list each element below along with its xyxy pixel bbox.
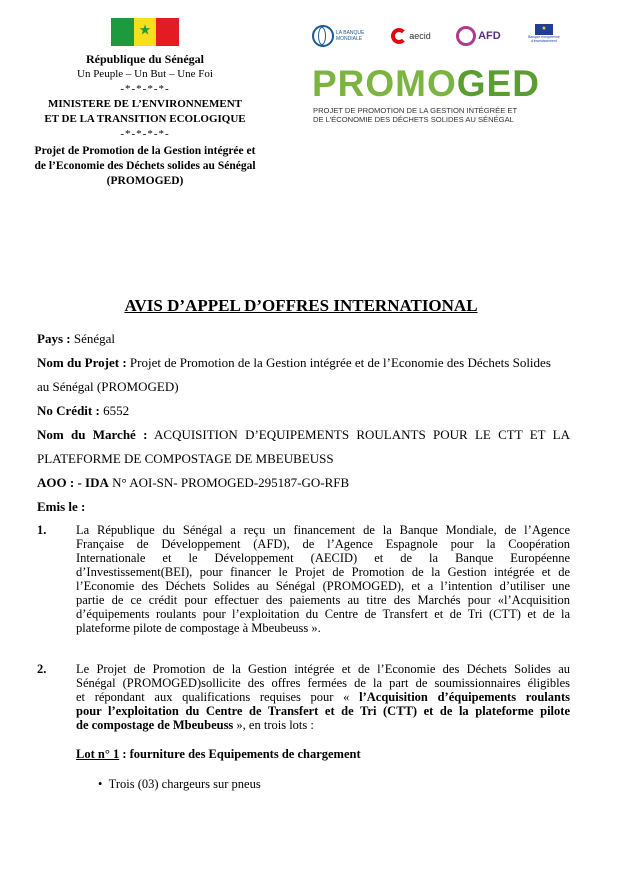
field-marche: Nom du Marché : ACQUISITION D’EQUIPEMENTS ROULANTS POUR LE CTT ET LA xyxy=(37,427,570,442)
promoged-logo: PROMOGED xyxy=(312,63,540,104)
field-credit: No Crédit : 6552 xyxy=(37,403,130,418)
field-projet: Nom du Projet : Projet de Promotion de la Gestion intégrée et de l’Economie des Déchets Solides xyxy=(37,355,551,370)
header-left xyxy=(0,12,290,189)
worldbank-logo: LA BANQUE MONDIALE xyxy=(312,25,366,47)
star-icon: ★ xyxy=(138,23,152,39)
globe-icon xyxy=(312,25,334,47)
page-title: AVIS D’APPEL D’OFFRES INTERNATIONAL xyxy=(124,296,478,315)
separator: -*-*-*-*- xyxy=(120,83,170,95)
promoged-tagline: PROJET DE PROMOTION DE LA GESTION INTÉGRÉE ET DE L’ÉCONOMIE DES DÉCHETS SOLIDES AU SÉNÉGAL xyxy=(313,106,518,124)
paragraph-1: La République du Sénégal a reçu un financement de la Banque Mondiale, de l’Agence Française de Développement (AFD), de l’Agence Espagnole pour la Coopération Internationale et le Développement (AECID) et de la Banque Européenne d’Investissement(BEI), pour financer le Projet de Promotion de la Gestion intégrée et de l’Economie des Déchets Solides au Sénégal (PROMOGED), et a l’intention d’utiliser une partie de ce crédit pour effectuer des paiements au titre des Marchés pour «l’Acquisition d’équipements roulants pour l’exploitation du Centre de Transfert et de Tri (CTT) et de la plateforme pilote de compostage à Mbeubeuss ». xyxy=(76,523,570,635)
eib-logo: ★ Banque européenne d'investissement xyxy=(528,26,560,43)
project-line-2: de l’Economie des Déchets solides au Sénégal xyxy=(34,160,256,172)
project-line-3: (PROMOGED) xyxy=(106,175,184,187)
ministry-line-2: ET DE LA TRANSITION ECOLOGIQUE xyxy=(44,113,246,125)
lot-1-item: • Trois (03) chargeurs sur pneus xyxy=(98,777,261,791)
afd-ring-icon xyxy=(456,26,476,46)
lot-1-heading: Lot n° 1 : fourniture des Equipements de chargement xyxy=(76,747,361,761)
partner-logos xyxy=(312,18,562,54)
field-emis: Emis le : xyxy=(37,499,86,514)
field-marche-cont: PLATEFORME DE COMPOSTAGE DE MBEUBEUSS xyxy=(37,451,334,466)
republic-name: République du Sénégal xyxy=(85,52,205,66)
aecid-logo: aecid xyxy=(391,28,431,44)
field-pays: Pays : Sénégal xyxy=(37,331,115,346)
paragraph-1-number: 1. xyxy=(37,523,47,537)
paragraph-2-number: 2. xyxy=(37,662,47,676)
aecid-c-icon xyxy=(391,28,407,44)
national-motto: Un Peuple – Un But – Une Foi xyxy=(77,68,213,80)
field-aoo: AOO : - IDA N° AOI-SN- PROMOGED-295187-GO-RFB xyxy=(37,475,350,490)
separator: -*-*-*-*- xyxy=(120,128,170,140)
project-line-1: Projet de Promotion de la Gestion intégrée et xyxy=(34,145,256,157)
bullet-icon: • xyxy=(98,777,103,791)
afd-logo: AFD xyxy=(456,26,501,46)
eu-flag-icon: ★ xyxy=(535,24,553,35)
paragraph-2: Le Projet de Promotion de la Gestion intégrée et de l’Economie des Déchets Solides au Sénégal (PROMOGED)sollicite des offres fermées de la part de soumissionnaires éligibles et répondant aux qualifications requises pour « l’Acquisition d’équipements roulants pour l’exploitation du Centre de Transfert et de Tri (CTT) et de la plateforme pilote de compostage de Mbeubeuss », en trois lots : xyxy=(76,662,570,732)
senegal-flag xyxy=(111,18,179,46)
field-projet-cont: au Sénégal (PROMOGED) xyxy=(37,379,179,394)
ministry-line-1: MINISTERE DE L’ENVIRONNEMENT xyxy=(48,98,242,110)
